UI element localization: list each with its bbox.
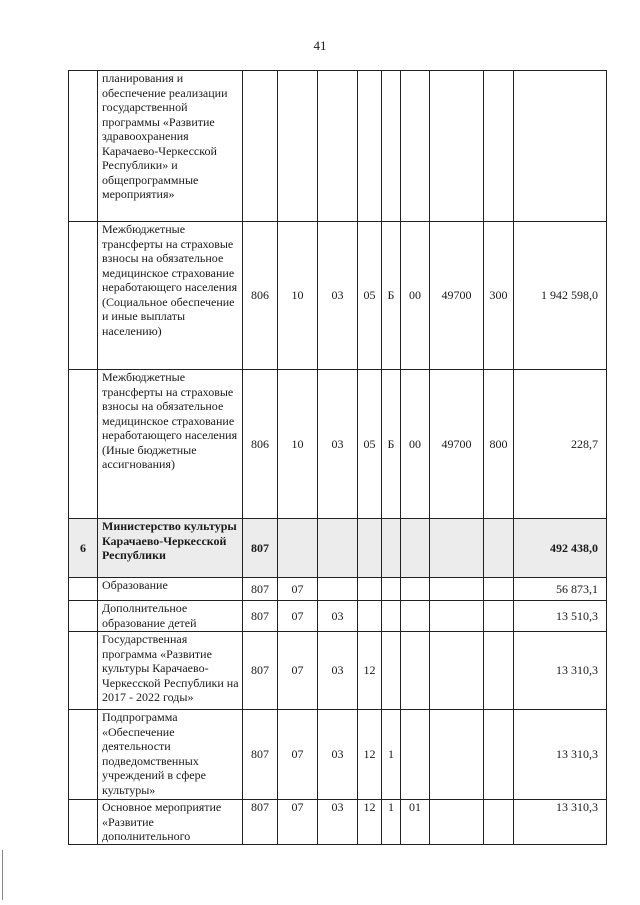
row-amount: 56 873,1 <box>514 578 607 601</box>
table-row <box>69 800 607 845</box>
table-row <box>69 222 607 370</box>
expense-type-code <box>484 71 514 222</box>
program-code <box>358 578 382 601</box>
expense-type-code <box>484 601 514 632</box>
event-code <box>401 632 430 710</box>
row-amount <box>514 71 607 222</box>
program-code <box>358 601 382 632</box>
event-code <box>401 71 430 222</box>
expense-type-code <box>484 800 514 845</box>
event-code <box>401 578 430 601</box>
program-code <box>358 71 382 222</box>
row-number: 6 <box>69 519 98 578</box>
expense-type-code: 800 <box>484 370 514 519</box>
direction-code: 49700 <box>430 222 484 370</box>
program-code: 12 <box>358 800 382 845</box>
program-code: 12 <box>358 710 382 800</box>
row-amount: 13 310,3 <box>514 800 607 845</box>
direction-code: 49700 <box>430 370 484 519</box>
subsection-code: 03 <box>318 800 358 845</box>
subsection-code: 03 <box>318 222 358 370</box>
event-code: 00 <box>401 370 430 519</box>
row-amount: 13 310,3 <box>514 710 607 800</box>
ministry-code: 807 <box>243 632 278 710</box>
row-number <box>69 222 98 370</box>
event-code: 01 <box>401 800 430 845</box>
subprogram-code <box>382 519 401 578</box>
table-row <box>69 601 607 632</box>
row-name: планирования и обеспечение реализации государственной программы «Развитие здравоохранения Карачаево-Черкесской Республики» и общепрограммные мероприятия» <box>98 71 243 222</box>
row-amount: 492 438,0 <box>514 519 607 578</box>
row-amount: 228,7 <box>514 370 607 519</box>
ministry-code: 807 <box>243 800 278 845</box>
ministry-code: 807 <box>243 578 278 601</box>
event-code <box>401 519 430 578</box>
subsection-code <box>318 519 358 578</box>
row-name: Дополнительное образование детей <box>98 601 243 632</box>
row-amount: 13 510,3 <box>514 601 607 632</box>
ministry-code: 807 <box>243 601 278 632</box>
section-code: 07 <box>278 632 318 710</box>
expense-type-code <box>484 578 514 601</box>
section-code: 10 <box>278 370 318 519</box>
section-code: 07 <box>278 578 318 601</box>
subprogram-code <box>382 578 401 601</box>
direction-code <box>430 519 484 578</box>
row-name: Государственная программа «Развитие культуры Карачаево-Черкесской Республики на 2017 - 2022 годы» <box>98 632 243 710</box>
section-code: 10 <box>278 222 318 370</box>
program-code <box>358 519 382 578</box>
ministry-code: 806 <box>243 222 278 370</box>
table-row <box>69 71 607 222</box>
subsection-code: 03 <box>318 601 358 632</box>
subsection-code: 03 <box>318 710 358 800</box>
section-code: 07 <box>278 800 318 845</box>
section-code: 07 <box>278 601 318 632</box>
expense-type-code: 300 <box>484 222 514 370</box>
subprogram-code: 1 <box>382 800 401 845</box>
row-number <box>69 632 98 710</box>
event-code <box>401 710 430 800</box>
row-number <box>69 370 98 519</box>
row-number <box>69 71 98 222</box>
subprogram-code <box>382 601 401 632</box>
row-number <box>69 800 98 845</box>
row-name: Министерство культуры Карачаево-Черкесской Республики <box>98 519 243 578</box>
expense-type-code <box>484 710 514 800</box>
direction-code <box>430 578 484 601</box>
table-row <box>69 578 607 601</box>
ministry-code: 807 <box>243 710 278 800</box>
subprogram-code: Б <box>382 222 401 370</box>
row-amount: 1 942 598,0 <box>514 222 607 370</box>
ministry-code: 807 <box>243 519 278 578</box>
row-number <box>69 578 98 601</box>
row-name: Основное мероприятие «Развитие дополнительного <box>98 800 243 845</box>
direction-code <box>430 710 484 800</box>
section-code <box>278 519 318 578</box>
row-number <box>69 710 98 800</box>
subsection-code <box>318 578 358 601</box>
scan-edge-mark <box>2 850 3 900</box>
row-name: Образование <box>98 578 243 601</box>
subprogram-code <box>382 632 401 710</box>
table-row <box>69 710 607 800</box>
program-code: 05 <box>358 222 382 370</box>
row-name: Межбюджетные трансферты на страховые взносы на обязательное медицинское страхование неработающего населения (Иные бюджетные ассигнования) <box>98 370 243 519</box>
subprogram-code <box>382 71 401 222</box>
row-name: Подпрограмма «Обеспечение деятельности подведомственных учреждений в сфере культуры» <box>98 710 243 800</box>
row-number <box>69 601 98 632</box>
section-code <box>278 71 318 222</box>
row-amount: 13 310,3 <box>514 632 607 710</box>
ministry-code: 806 <box>243 370 278 519</box>
table-row-ministry <box>69 519 607 578</box>
row-name: Межбюджетные трансферты на страховые взносы на обязательное медицинское страхование неработающего населения (Социальное обеспечение и иные выплаты населению) <box>98 222 243 370</box>
table-row <box>69 632 607 710</box>
page-number: 41 <box>313 38 327 53</box>
program-code: 05 <box>358 370 382 519</box>
table-row <box>69 370 607 519</box>
direction-code <box>430 800 484 845</box>
direction-code <box>430 71 484 222</box>
subsection-code: 03 <box>318 632 358 710</box>
subprogram-code: Б <box>382 370 401 519</box>
expense-type-code <box>484 632 514 710</box>
section-code: 07 <box>278 710 318 800</box>
budget-table <box>68 70 607 845</box>
event-code <box>401 601 430 632</box>
direction-code <box>430 632 484 710</box>
expense-type-code <box>484 519 514 578</box>
subsection-code: 03 <box>318 370 358 519</box>
subsection-code <box>318 71 358 222</box>
program-code: 12 <box>358 632 382 710</box>
event-code: 00 <box>401 222 430 370</box>
subprogram-code: 1 <box>382 710 401 800</box>
ministry-code <box>243 71 278 222</box>
direction-code <box>430 601 484 632</box>
